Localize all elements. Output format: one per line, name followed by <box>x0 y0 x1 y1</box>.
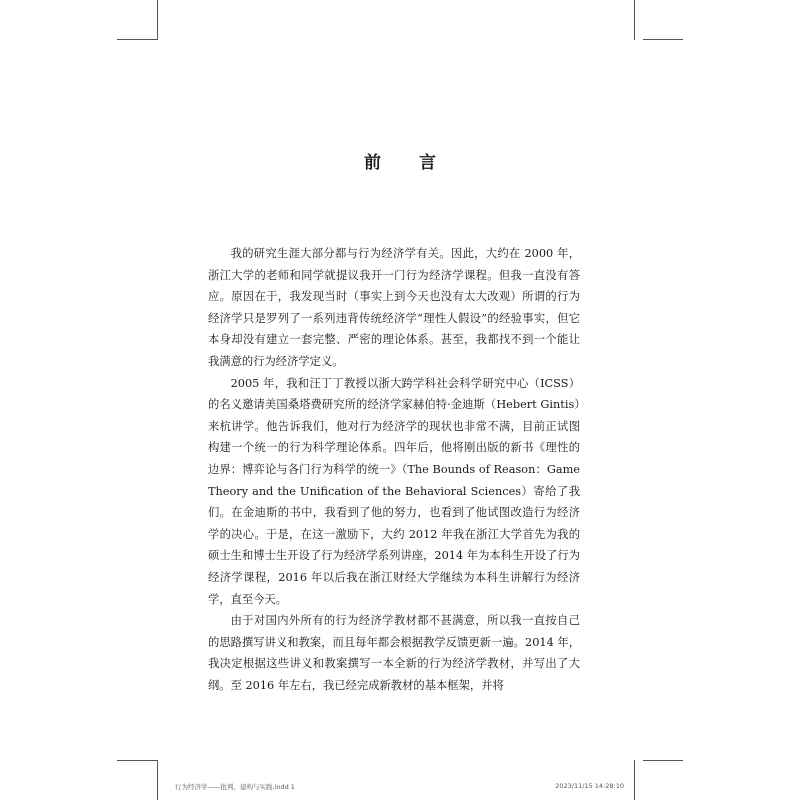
crop-mark-bottom-right-inner <box>634 760 635 800</box>
paragraph-3: 由于对国内外所有的行为经济学教材都不甚满意，所以我一直按自己的思路撰写讲义和教案，而且每年都会根据教学反馈更新一遍。2014 年，我决定根据这些讲义和教案撰写一本全新的行为经济学教材，并写出了大纲。至 2016 年左右，我已经完成新教材的基本框架，并将 <box>208 614 580 692</box>
crop-mark-top-left-inner <box>157 0 158 40</box>
crop-mark-bottom-left-inner <box>157 760 158 800</box>
crop-mark-top-right-inner <box>634 0 635 40</box>
crop-mark-top-right-outer <box>643 39 683 40</box>
footer-timestamp: 2023/11/15 14:28:10 <box>555 782 624 790</box>
footer-filename: 行为经济学——批判、建构与实践.indd 1 <box>175 783 295 791</box>
page-title: 前 言 <box>364 153 452 173</box>
crop-mark-top-left-outer <box>117 39 157 40</box>
body-text <box>208 243 580 696</box>
paragraph-2: 2005 年，我和汪丁丁教授以浙大跨学科社会科学研究中心（ICSS）的名义邀请美国桑塔费研究所的经济学家赫伯特·金迪斯（Hebert Gintis）来杭讲学。他告诉我们，他对行为经济学的现状也非常不满，目前正试图构建一个统一的行为科学理论体系。四年后，他将刚出版的新书《理性的边界：博弈论与各门行为科学的统一》（The Bounds of Reason：Game Theory and the Unification of the Behavioral Sciences）寄给了我们。在金迪斯的书中，我看到了他的努力，也看到了他试图改造行为经济学的决心。于是，在这一激励下，大约 2012 年我在浙江大学首先为我的硕士生和博士生开设了行为经济学系列讲座，2014 年为本科生开设了行为经济学课程，2016 年以后我在浙江财经大学继续为本科生讲解行为经济学，直至今天。 <box>208 376 580 606</box>
crop-mark-bottom-right-outer <box>643 760 683 761</box>
crop-mark-bottom-left-outer <box>117 760 157 761</box>
paragraph-1: 我的研究生涯大部分都与行为经济学有关。因此，大约在 2000 年，浙江大学的老师和同学就提议我开一门行为经济学课程。但我一直没有答应。原因在于，我发现当时（事实上到今天也没有太大改观）所谓的行为经济学只是罗列了一系列违背传统经济学“理性人假设”的经验事实，但它本身却没有建立一套完整、严密的理论体系。甚至，我都找不到一个能让我满意的行为经济学定义。 <box>208 247 580 368</box>
